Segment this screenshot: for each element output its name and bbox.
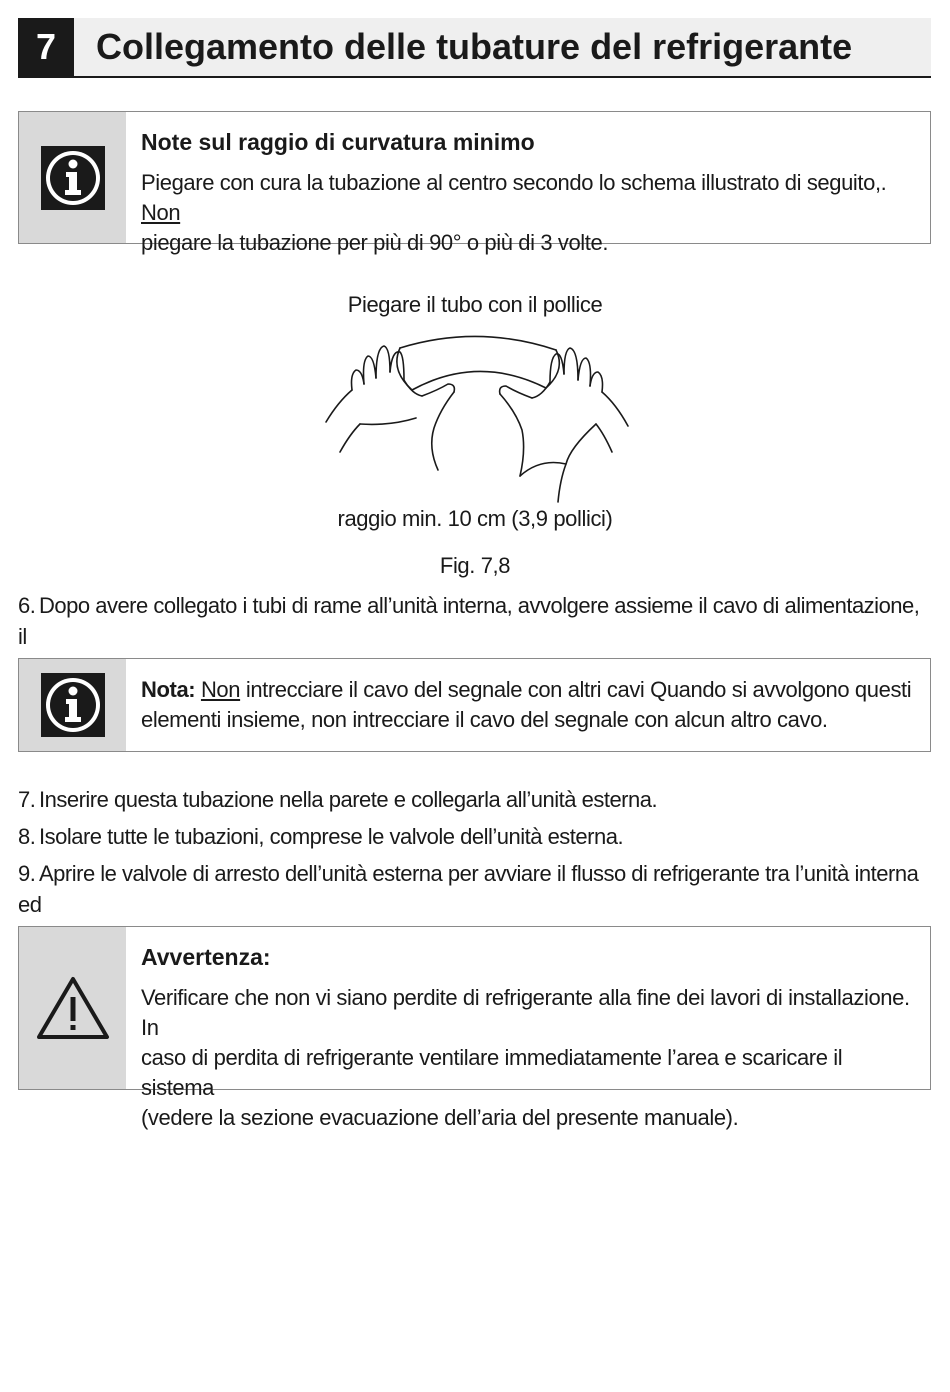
- warning-side-panel: [19, 927, 126, 1089]
- note-text-a: Piegare con cura la tubazione al centro secondo lo schema illustrato di seguito,.: [141, 170, 887, 195]
- warning-text: [141, 983, 914, 1133]
- step-number: 9.: [18, 861, 36, 886]
- warning-box: [18, 926, 931, 1130]
- step-number: 6.: [18, 593, 36, 618]
- figure-label: Fig. 7,8: [439, 553, 511, 578]
- warning-line-1: Verificare che non vi siano perdite di refrigerante alla fine dei lavori di installazione. In: [141, 985, 910, 1040]
- hands-bending-pipe-illustration: [320, 330, 635, 510]
- info-icon: [41, 146, 105, 210]
- step-text: Dopo avere collegato i tubi di rame all’unità interna, avvolgere assieme il cavo di alimentazione, il: [18, 593, 920, 649]
- step-text: Aprire le valvole di arresto dell’unità esterna per avviare il flusso di refrigerante tra l’unità interna ed: [18, 861, 919, 917]
- note-box-bending-radius: [18, 111, 931, 255]
- section-header: [18, 18, 931, 78]
- note-text-b: elementi insieme, non intrecciare il cavo del segnale con alcun altro cavo.: [141, 707, 828, 732]
- figure-caption-bottom: raggio min. 10 cm (3,9 pollici): [337, 506, 613, 531]
- step-7: [18, 784, 928, 815]
- note-box-signal-cable: [18, 658, 931, 752]
- note-text-underlined: Non: [141, 200, 181, 225]
- note-text-b: piegare la tubazione per più di 90° o più di 3 volte.: [141, 230, 609, 255]
- figure-caption-top: Piegare il tubo con il pollice: [347, 292, 603, 317]
- warning-icon: [35, 975, 111, 1041]
- note-side-panel: [19, 112, 126, 243]
- step-number: 7.: [18, 787, 36, 812]
- note-text-a: intrecciare il cavo del segnale con altri cavi Quando si avvolgono questi: [245, 677, 912, 702]
- warning-title: Avvertenza:: [141, 944, 271, 970]
- note-side-panel: [19, 659, 126, 751]
- warning-line-2: caso di perdita di refrigerante ventilare immediatamente l’area e scaricare il sistema: [141, 1045, 843, 1100]
- step-number: 8.: [18, 824, 36, 849]
- note-label: Nota:: [141, 677, 196, 702]
- info-icon: [41, 673, 105, 737]
- page-title: Collegamento delle tubature del refrigerante: [96, 26, 853, 67]
- note-text: [141, 675, 914, 735]
- note-text: [141, 168, 914, 258]
- section-number: 7: [18, 18, 74, 76]
- warning-line-3: (vedere la sezione evacuazione dell’aria del presente manuale).: [141, 1105, 739, 1130]
- note-text-underlined: Non: [200, 677, 241, 702]
- step-text: Inserire questa tubazione nella parete e collegarla all’unità esterna.: [39, 787, 658, 812]
- step-8: [18, 821, 928, 852]
- step-text: Isolare tutte le tubazioni, comprese le valvole dell’unità esterna.: [39, 824, 624, 849]
- note-title: Note sul raggio di curvatura minimo: [141, 129, 535, 155]
